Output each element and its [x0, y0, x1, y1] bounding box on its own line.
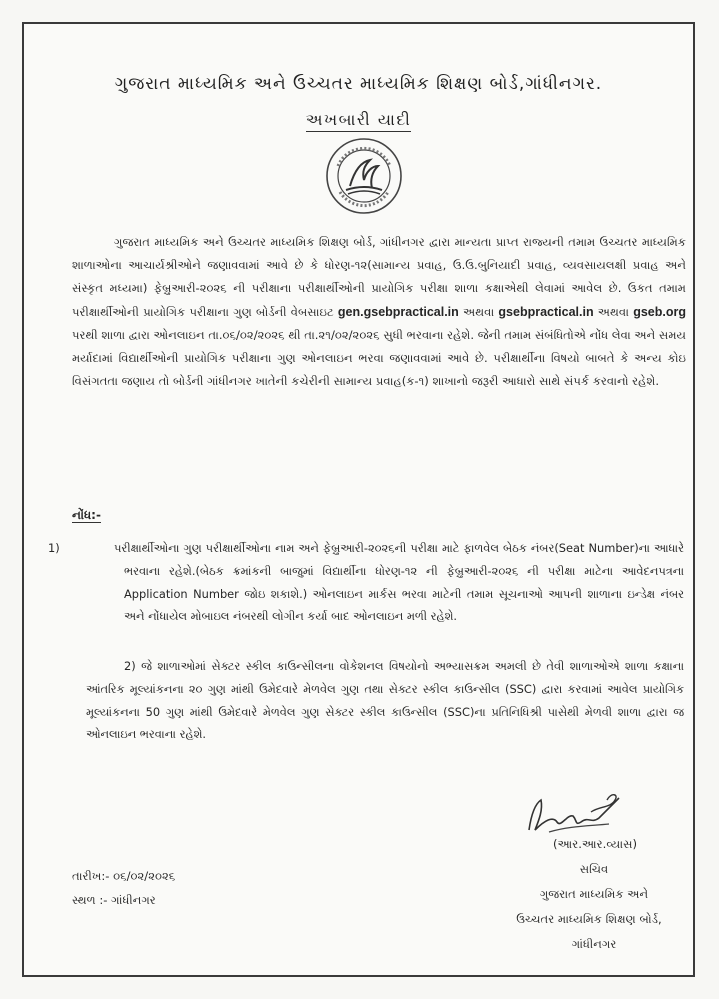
date-place-block	[72, 864, 175, 912]
press-release-heading-text: અખબારી યાદી	[306, 110, 412, 132]
note-item-2-number: 2)	[124, 659, 136, 673]
note-item-2	[86, 655, 684, 746]
paragraph-text-2: અથવા	[458, 304, 499, 319]
board-title: ગુજરાત માધ્યમિક અને ઉચ્ચતર માધ્યમિક શિક્ષણ બોર્ડ,ગાંધીનગર.	[114, 74, 603, 94]
signatory-org-line-3: ગાંધીનગર	[571, 937, 617, 951]
website-link-gseb: gseb.org	[633, 304, 686, 319]
paragraph-text-3: અથવા	[593, 304, 634, 319]
document-place: સ્થળ :- ગાંધીનગર	[72, 893, 156, 907]
notes-label-text: નોંધ:-	[72, 508, 101, 522]
main-paragraph	[72, 231, 686, 393]
signatory-org-line-1: ગુજરાત માધ્યમિક અને	[539, 887, 649, 901]
press-release-heading	[24, 110, 693, 130]
paragraph-text-4: પરથી શાળા દ્વારા ઓનલાઇન તા.૦૬/૦૨/૨૦૨૬ થી તા.૨૧/૦૨/૨૦૨૬ સુધી ભરવાના રહેશે. જેની તમામ સંબંધિતોએ નોંધ લેવા અને સમય મર્યાદામાં વિદ્યાર્થીઓની પ્રાયોગિક પરીક્ષાના ગુણ ઓનલાઇન ભરવા જણાવવામાં આવે છે. પરીક્ષાર્થીના વિષયો બાબતે કે અન્ય કોઇ વિસંગતતા જણાય તો બોર્ડની ગાંધીનગર ખાતેની કચેરીની સામાન્ય પ્રવાહ(ક-૧) શાખાનો જરૂરી આધારો સાથે સંપર્ક કરવાનો રહેશે.	[72, 327, 686, 389]
document-date: તારીખ:- ૦૬/૦૨/૨૦૨૬	[72, 869, 176, 883]
note-item-1-text: પરીક્ષાર્થીઓના ગુણ પરીક્ષાર્થીઓના નામ અને ફેબ્રુઆરી-૨૦૨૬ની પરીક્ષા માટે ફાળવેલ બેઠક નંબર(Seat Number)ના આધારે ભરવાના રહેશે.(બેઠક ક્રમાંકની બાજુમાં વિદ્યાર્થીના ધોરણ-૧૨ ની ફેબ્રુઆરી-૨૦૨૬ ની પરીક્ષા માટેના આવેદનપત્રના Application Number જોઇ શકાશે.) ઓનલાઇન માર્કસ ભરવા માટેની તમામ સૂચનાઓ આપની શાળાના ઇન્ડેક્ષ નંબર અને નોંધાયેલ મોબાઇલ નંબરથી લોગીન કર્યા બાદ ઓનલાઇન મળી રહેશે.	[114, 541, 684, 624]
website-link-gen-gsebpractical: gen.gsebpractical.in	[337, 304, 459, 319]
note-item-2-text: જે શાળાઓમાં સેક્ટર સ્કીલ કાઉન્સીલના વોકેશનલ વિષયોનો અભ્યાસક્રમ અમલી છે તેવી શાળાઓએ શાળા કક્ષાના આંતરિક મૂલ્યાંકનના ૨૦ ગુણ માંથી ઉમેદવારે મેળવેલ ગુણ તથા સેક્ટર સ્કીલ કાઉન્સીલ (SSC) દ્વારા કરવામાં આવેલ પ્રાયોગિક મૂલ્યાંકનના 50 ગુણ માંથી ઉમેદવારે મેળવેલ ગુણ સેક્ટર સ્કીલ કાઉન્સીલ (SSC)ના પ્રતિનિધિશ્રી પાસેથી મેળવી શાળા દ્વારા જ ઓનલાઇન ભરવાના રહેશે.	[86, 659, 684, 742]
document-page	[22, 22, 695, 977]
notes-label	[72, 508, 101, 523]
note-item-1-number: 1)	[48, 541, 60, 555]
signatory-block	[494, 832, 694, 957]
paragraph-text-1: ગુજરાત માધ્યમિક અને ઉચ્ચતર માધ્યમિક શિક્ષણ બોર્ડ, ગાંધીનગર દ્વારા માન્યતા પ્રાપ્ત રાજ્યની તમામ ઉચ્ચતર માધ્યમિક શાળાઓના આચાર્યશ્રીઓને જણાવવામાં આવે છે કે ધોરણ-૧૨(સામાન્ય પ્રવાહ, ઉ.ઉ.બુનિયાદી પ્રવાહ, વ્યવસાયલક્ષી પ્રવાહ અને સંસ્કૃત મધ્યમા) ફેબ્રુઆરી-૨૦૨૬ ની પરીક્ષાના પરીક્ષાર્થીઓની પ્રાયોગિક પરીક્ષા શાળા કક્ષાએથી લેવામાં આવેલ છે. ઉકત તમામ પરીક્ષાર્થીઓની પ્રાયોગિક પરીક્ષાના ગુણ બોર્ડની વેબસાઇટ	[72, 235, 686, 319]
signatory-designation: સચિવ	[579, 862, 609, 876]
note-item-1	[48, 537, 684, 628]
signatory-org-line-2: ઉચ્ચતર માધ્યમિક શિક્ષણ બોર્ડ,	[516, 912, 662, 926]
website-link-gsebpractical: gsebpractical.in	[498, 304, 594, 319]
board-seal-logo	[324, 136, 404, 216]
signatory-name: (આર.આર.વ્યાસ)	[552, 837, 638, 851]
